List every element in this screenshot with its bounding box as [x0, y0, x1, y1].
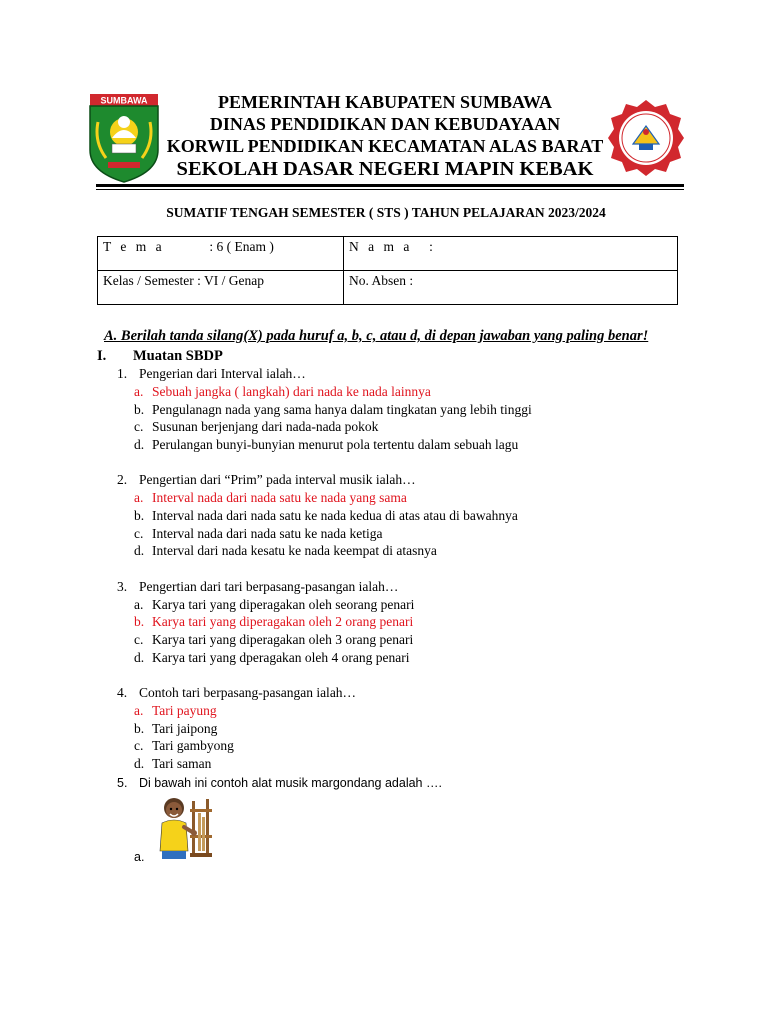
section-heading [97, 348, 223, 365]
kelas-label: Kelas / Semester [103, 273, 194, 288]
option-text: Interval nada dari nada satu ke nada kedua di atas atau di bawahnya [152, 508, 518, 523]
question-5 [117, 776, 442, 790]
question-number: 2. [117, 472, 128, 487]
student-info-table [97, 236, 678, 305]
question-text: Di bawah ini contoh alat musik margondang adalah …. [139, 776, 442, 790]
option-letter: d. [134, 650, 145, 665]
header-government: PEMERINTAH KABUPATEN SUMBAWA [217, 92, 553, 112]
option-letter: a. [134, 384, 144, 399]
option-4c[interactable] [134, 738, 234, 754]
option-1a[interactable] [134, 384, 431, 400]
option-letter: a. [134, 703, 144, 718]
nama-value: : [429, 239, 433, 254]
option-letter: c. [134, 419, 144, 434]
option-text: Karya tari yang diperagakan oleh 2 orang penari [152, 614, 414, 629]
option-text: Karya tari yang dperagakan oleh 4 orang penari [152, 650, 410, 665]
option-letter: c. [134, 632, 144, 647]
option-text: Tari gambyong [152, 738, 234, 753]
tema-label: T e m a [103, 239, 165, 254]
option-4d[interactable] [134, 756, 211, 772]
option-3b[interactable] [134, 614, 413, 630]
option-text: Karya tari yang diperagakan oleh seorang penari [152, 597, 415, 612]
question-3 [117, 579, 398, 595]
instruction-text: A. Berilah tanda silang(X) pada huruf a, b, c, atau d, di depan jawaban yang paling benar! [104, 328, 649, 344]
absen-value: : [409, 273, 414, 288]
header-department: DINAS PENDIDIKAN DAN KEBUDAYAAN [209, 114, 561, 134]
option-text: Tari jaipong [152, 721, 218, 736]
option-text: Karya tari yang diperagakan oleh 3 orang penari [152, 632, 414, 647]
option-text: Susunan berjenjang dari nada-nada pokok [152, 419, 379, 434]
option-letter: c. [134, 526, 144, 541]
header-district-office: KORWIL PENDIDIKAN KECAMATAN ALAS BARAT [166, 136, 604, 156]
option-text: Tari saman [152, 756, 212, 771]
option-letter: b. [134, 614, 145, 629]
option-text: Tari payung [152, 703, 217, 718]
section-roman: I. [97, 348, 107, 364]
tema-cell [98, 237, 344, 271]
question-number: 3. [117, 579, 128, 594]
question-number: 4. [117, 685, 128, 700]
angklung-player-illustration [156, 795, 216, 865]
option-letter: b. [134, 721, 145, 736]
question-4 [117, 685, 356, 701]
option-letter: a. [134, 490, 144, 505]
question-text: Pengertian dari tari berpasang-pasangan ialah… [139, 579, 399, 594]
option-text: Interval nada dari nada satu ke nada yang sama [152, 490, 407, 505]
question-number: 5. [117, 776, 128, 790]
option-1b[interactable] [134, 402, 532, 418]
option-letter: a. [134, 597, 144, 612]
option-3a[interactable] [134, 597, 414, 613]
option-letter: a. [134, 850, 145, 864]
header-divider-thin [96, 189, 684, 190]
option-letter: d. [134, 437, 145, 452]
option-5a[interactable] [134, 850, 152, 864]
nama-label: N a m a [349, 239, 413, 254]
exam-title: SUMATIF TENGAH SEMESTER ( STS ) TAHUN PELAJARAN 2023/2024 [166, 205, 606, 220]
option-letter: d. [134, 543, 145, 558]
option-3c[interactable] [134, 632, 413, 648]
option-1c[interactable] [134, 419, 378, 435]
option-text: Perulangan bunyi-bunyian menurut pola tertentu dalam sebuah lagu [152, 437, 519, 452]
option-2d[interactable] [134, 543, 437, 559]
svg-text:SUMBAWA: SUMBAWA [100, 95, 148, 106]
header-school-name: SEKOLAH DASAR NEGERI MAPIN KEBAK [176, 158, 594, 180]
question-text: Pengertian dari “Prim” pada interval musik ialah… [139, 472, 416, 487]
option-2c[interactable] [134, 526, 383, 542]
option-1d[interactable] [134, 437, 518, 453]
option-3d[interactable] [134, 650, 410, 666]
header-divider-thick [96, 184, 684, 187]
option-2a[interactable] [134, 490, 407, 506]
question-number: 1. [117, 366, 128, 381]
option-letter: b. [134, 508, 145, 523]
question-text: Pengerian dari Interval ialah… [139, 366, 306, 381]
nama-cell[interactable] [344, 237, 678, 271]
option-4a[interactable] [134, 703, 217, 719]
option-4b[interactable] [134, 721, 217, 737]
absen-cell[interactable] [344, 271, 678, 305]
option-letter: d. [134, 756, 145, 771]
section-title: Muatan SBDP [133, 348, 223, 364]
tema-value: : 6 ( Enam ) [209, 239, 274, 254]
option-2b[interactable] [134, 508, 518, 524]
kelas-value: : VI / Genap [197, 273, 264, 288]
option-letter: c. [134, 738, 144, 753]
absen-label: No. Absen [349, 273, 406, 288]
question-1 [117, 366, 306, 382]
option-letter: b. [134, 402, 145, 417]
option-text: Interval nada dari nada satu ke nada ketiga [152, 526, 383, 541]
option-text: Sebuah jangka ( langkah) dari nada ke nada lainnya [152, 384, 431, 399]
kelas-cell [98, 271, 344, 305]
question-2 [117, 472, 416, 488]
option-text: Interval dari nada kesatu ke nada keempat di atasnya [152, 543, 437, 558]
option-text: Pengulanagn nada yang sama hanya dalam tingkatan yang lebih tinggi [152, 402, 532, 417]
question-text: Contoh tari berpasang-pasangan ialah… [139, 685, 357, 700]
